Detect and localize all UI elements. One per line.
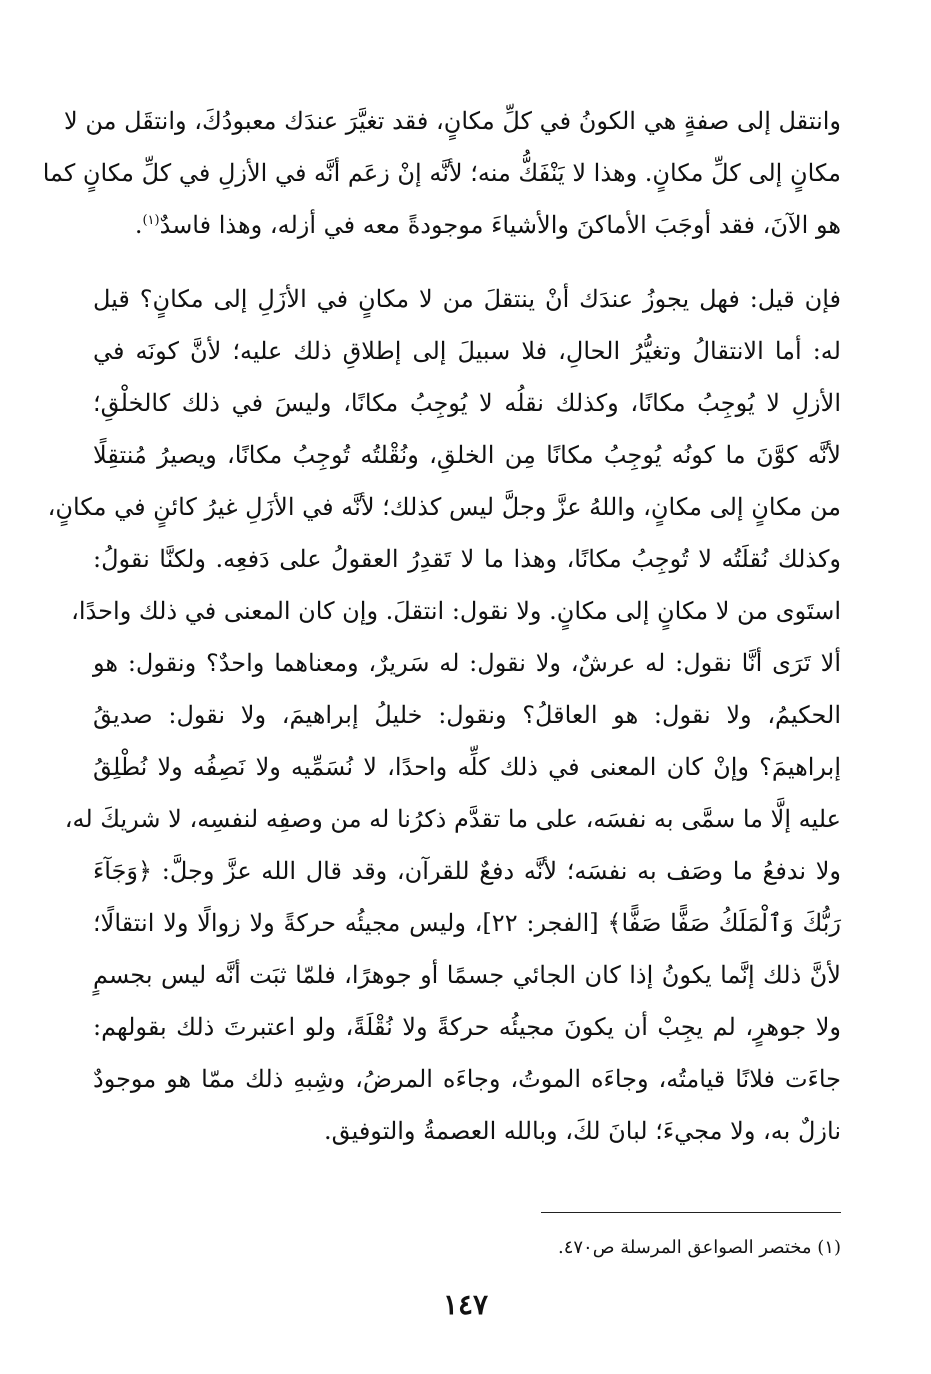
paragraph-1-line: وانتقل إلى صفةٍ هي الكونُ في كلِّ مكانٍ، فقد تغيَّرَ عندَك معبودُكَ، وانتقَل من لا — [64, 107, 841, 135]
paragraph-2-line: ألا تَرَى أنَّا نقول: له عرشٌ، ولا نقول: له سَريرٌ، ومعناهما واحدٌ؟ ونقول: هو — [93, 649, 841, 677]
paragraph-2-line: له: أما الانتقالُ وتغيُّرُ الحالِ، فلا سبيلَ إلى إطلاقِ ذلك عليه؛ لأنَّ كونَه في — [93, 337, 841, 365]
paragraph-2-line: لأنَّه كوَّنَ ما كونُه يُوجِبُ مكانًا مِن الخلقِ، ونُقْلتُه تُوجِبُ مكانًا، ويصيرُ مُنتقِلًا — [93, 441, 841, 469]
paragraph-2-line: وكذلك نُقلَتُه لا تُوجِبُ مكانًا، وهذا ما لا تَقدِرُ العقولُ على دَفعِه. ولكنَّا نقولُ: — [93, 545, 841, 573]
page-number: ١٤٧ — [442, 1288, 489, 1321]
footnote-divider — [541, 1212, 841, 1213]
paragraph-2-line: إبراهيمَ؟ وإنْ كان المعنى في ذلك كلِّه واحدًا، لا نُسَمِّيه ولا نَصِفُه ولا نُطْلِقُ — [93, 753, 841, 781]
footnote-marker: (١) — [142, 213, 160, 228]
paragraph-2-line: من مكانٍ إلى مكانٍ، واللهُ عزَّ وجلَّ ليس كذلك؛ لأنَّه في الأزَلِ غيرُ كائنٍ في مكانٍ، — [47, 493, 841, 521]
footnote: (١) مختصر الصواعق المرسلة ص٤٧٠. — [557, 1237, 841, 1258]
paragraph-2 — [47, 273, 842, 1157]
paragraph-2-line: استَوى من لا مكانٍ إلى مكانٍ. ولا نقول: انتقلَ. وإن كان المعنى في ذلك واحدًا، — [71, 597, 841, 625]
paragraph-2-line: الأزلِ لا يُوجِبُ مكانًا، وكذلك نقلُه لا يُوجِبُ مكانًا، وليسَ في ذلك كالخلْقِ؛ — [93, 389, 841, 417]
paragraph-2-line-last: نازلٌ به، ولا مجيءَ؛ لبانَ لكَ، وبالله العصمةُ والتوفيق. — [323, 1117, 841, 1145]
paragraph-2-line: الحكيمُ، ولا نقول: هو العاقلُ؟ ونقول: خليلُ إبراهيمَ، ولا نقول: صديقُ — [93, 701, 842, 729]
paragraph-1-end: . — [134, 211, 143, 239]
paragraph-2-line: جاءَت فلانًا قيامتُه، وجاءَه الموتُ، وجاءَه المرضُ، وشِبهِ ذلك ممّا هو موجودٌ — [93, 1065, 841, 1093]
paragraph-2-line: فإن قيل: فهل يجوزُ عندَك أنْ ينتقلَ من لا مكانٍ في الأزَلِ إلى مكانٍ؟ قيل — [93, 285, 841, 313]
paragraph-1-line-last — [93, 199, 841, 251]
paragraph-2-line: لأنَّ ذلك إنَّما يكونُ إذا كان الجائي جسمًا أو جوهرًا، فلمّا ثبَت أنَّه ليس بجسمٍ — [93, 961, 841, 989]
paragraph-2-line: ولا جوهرٍ، لم يجِبْ أن يكونَ مجيئُه حركةً ولا نُقْلَةً، ولو اعتبرتَ ذلك بقولهم: — [93, 1013, 841, 1041]
paragraph-1-line: مكانٍ إلى كلِّ مكانٍ. وهذا لا يَنْفَكُّ منه؛ لأنَّه إنْ زعَم أنَّه في الأزلِ في كلِّ مكانٍ كما — [42, 159, 841, 187]
paragraph-2-line: ولا ندفعُ ما وصَف به نفسَه؛ لأنَّه دفعٌ للقرآن، وقد قال الله عزَّ وجلَّ: ﴿وَجَآءَ — [93, 857, 841, 885]
paragraph-2-line: عليه إلَّا ما سمَّى به نفسَه، على ما تقدَّم ذكرُنا له من وصفِه لنفسِه، لا شريكَ له، — [64, 805, 841, 833]
paragraph-1 — [42, 95, 841, 251]
paragraph-1-line-text: هو الآنَ، فقد أوجَبَ الأماكنَ والأشياءَ موجودةً معه في أزله، وهذا فاسدٌ — [159, 211, 841, 239]
paragraph-2-line: رَبُّكَ وَٱلْمَلَكُ صَفًّا صَفًّا﴾ [الفجر: ٢٢]، وليس مجيئُه حركةً ولا زوالًا ولا انتقالًا؛ — [93, 909, 841, 937]
